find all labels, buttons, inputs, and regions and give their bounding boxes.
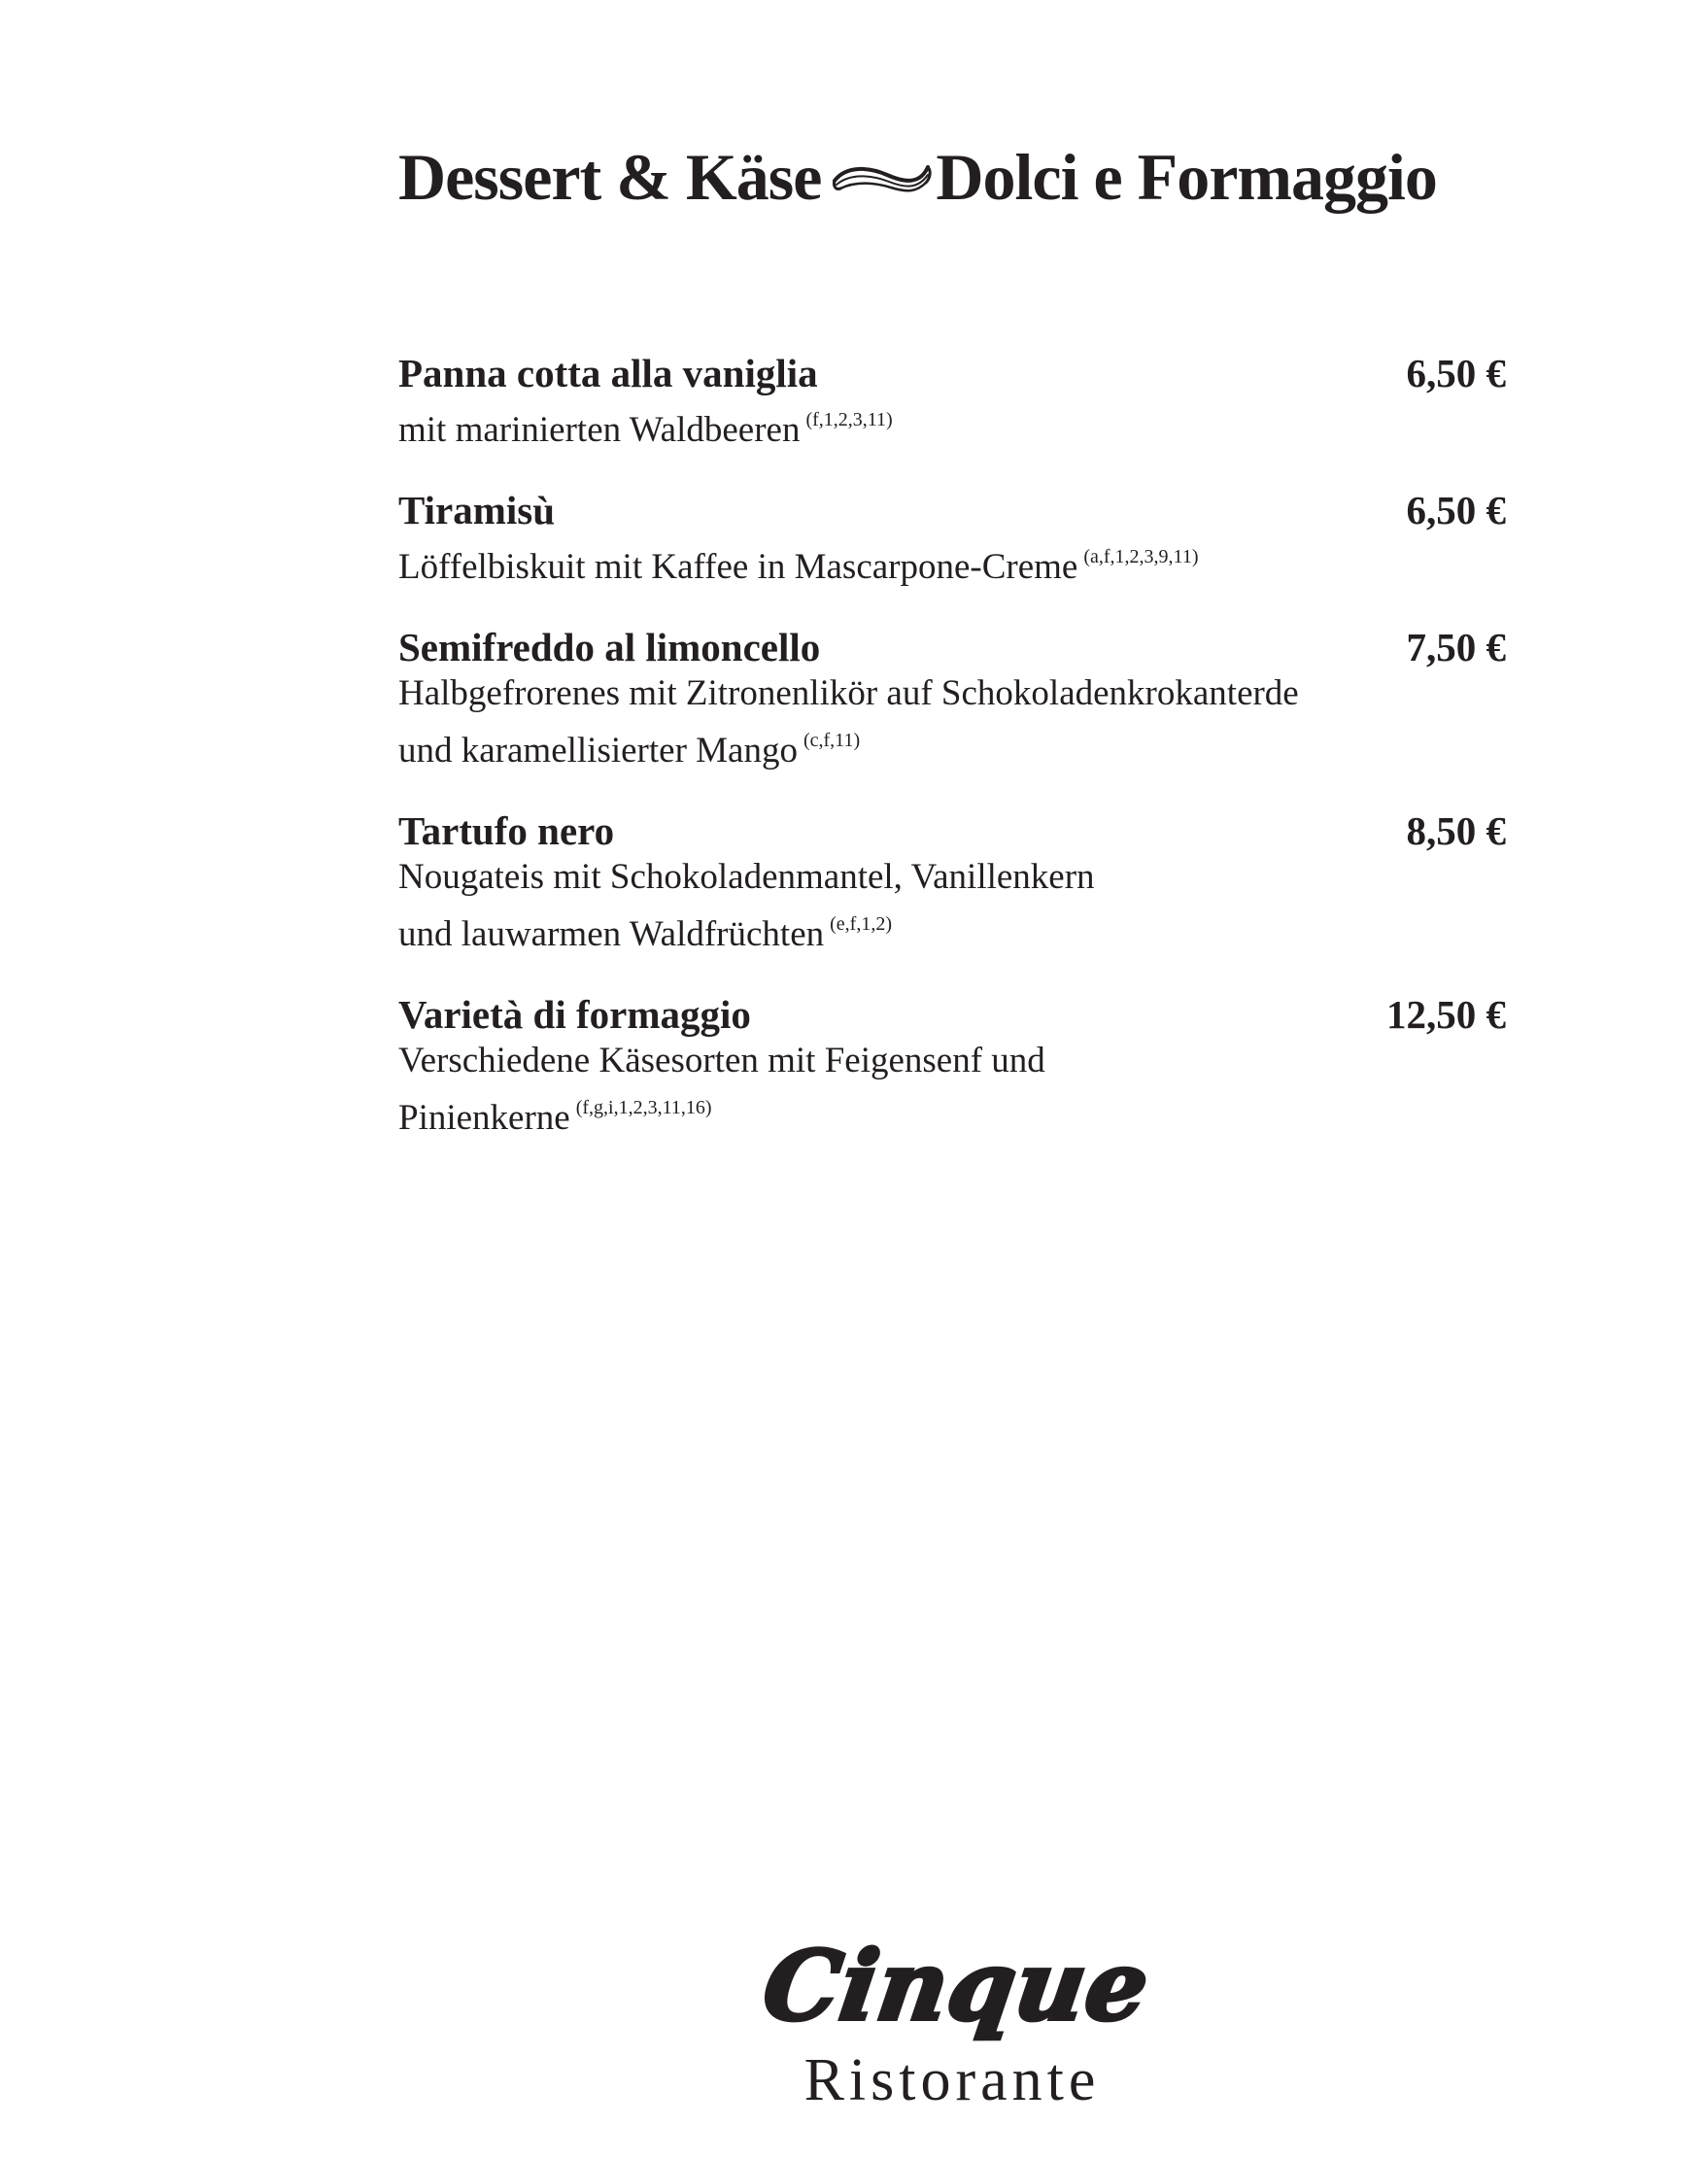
description-line: und lauwarmen Waldfrüchten: [398, 914, 825, 954]
item-price: 6,50 €: [1406, 488, 1506, 532]
allergen-codes: (f,1,2,3,11): [805, 409, 893, 430]
allergen-codes: (f,g,i,1,2,3,11,16): [575, 1097, 712, 1118]
item-price: 6,50 €: [1406, 351, 1506, 395]
brand-logo: [756, 1931, 1156, 2113]
brand-script-wordmark: [756, 1931, 1156, 2046]
item-name: Varietà di formaggio: [398, 992, 751, 1037]
allergen-codes: (c,f,11): [803, 730, 861, 751]
item-name: Tiramisù: [398, 488, 555, 532]
item-description: [398, 854, 1467, 958]
menu-item-formaggio: [398, 991, 1506, 1142]
item-description: [398, 670, 1467, 774]
description-line: Halbgefrorenes mit Zitronenlikör auf Schokoladenkrokanterde: [398, 673, 1299, 713]
allergen-codes: (a,f,1,2,3,9,11): [1083, 546, 1199, 567]
page-title: [398, 140, 1437, 214]
swirl-ornament-icon: [831, 155, 932, 198]
title-italian: Dolci e Formaggio: [936, 140, 1437, 214]
description-line: Nougateis mit Schokoladenmantel, Vanillenkern: [398, 857, 1095, 897]
brand-subtitle: Ristorante: [803, 2047, 1101, 2113]
item-description: [398, 1038, 1467, 1142]
item-description: [398, 533, 1467, 591]
item-name: Panna cotta alla vaniglia: [398, 351, 818, 395]
description-line: Pinienkerne: [398, 1098, 570, 1138]
description-line: und karamellisierter Mango: [398, 731, 798, 771]
title-german: Dessert & Käse: [398, 140, 822, 214]
menu-item-tiramisu: [398, 487, 1506, 591]
description-line: mit marinierten Waldbeeren: [398, 410, 801, 450]
menu-list: [398, 350, 1506, 1175]
item-name: Semifreddo al limoncello: [398, 625, 821, 669]
item-price: 8,50 €: [1406, 808, 1506, 853]
brand-name: Cinque: [756, 1931, 1156, 2042]
item-price: 7,50 €: [1406, 625, 1506, 669]
description-line: Verschiedene Käsesorten mit Feigensenf und: [398, 1041, 1045, 1080]
item-price: 12,50 €: [1386, 992, 1506, 1037]
menu-item-panna-cotta: [398, 350, 1506, 454]
item-description: [398, 396, 1467, 454]
allergen-codes: (e,f,1,2): [830, 913, 892, 935]
description-line: Löffelbiskuit mit Kaffee in Mascarpone-Creme: [398, 547, 1078, 587]
menu-item-tartufo: [398, 807, 1506, 958]
item-name: Tartufo nero: [398, 808, 615, 853]
menu-item-semifreddo: [398, 624, 1506, 774]
